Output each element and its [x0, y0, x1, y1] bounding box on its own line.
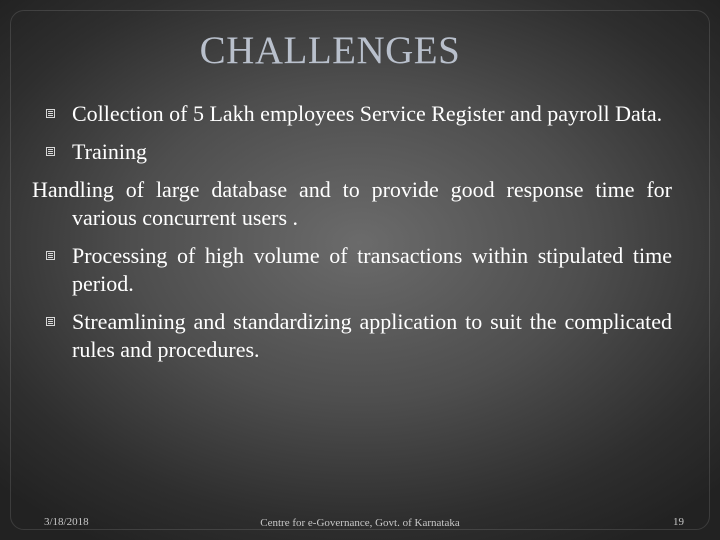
bullet-item: [32, 100, 672, 128]
bullet-text: Processing of high volume of transactions within stipulated time period.: [72, 243, 672, 296]
footer-organization: Centre for e-Governance, Govt. of Karnataka: [260, 517, 460, 529]
slide-body: [32, 100, 672, 364]
bullet-item: [32, 308, 672, 364]
plain-item: [32, 176, 672, 232]
boxed-bullet-icon: [46, 251, 55, 260]
plain-text: Handling of large database and to provide good response time for various concurrent users .: [32, 177, 672, 230]
page-number: 19: [673, 516, 684, 528]
bullet-text: Collection of 5 Lakh employees Service Register and payroll Data.: [72, 101, 663, 126]
bullet-item: [32, 242, 672, 298]
slide-title: CHALLENGES: [199, 29, 461, 72]
boxed-bullet-icon: [46, 109, 55, 118]
boxed-bullet-icon: [46, 147, 55, 156]
bullet-item: [32, 138, 672, 166]
bullet-text: Streamlining and standardizing application to suit the complicated rules and procedures.: [72, 309, 672, 362]
bullet-text: Training: [72, 139, 147, 164]
footer-date: 3/18/2018: [44, 516, 89, 528]
boxed-bullet-icon: [46, 317, 55, 326]
